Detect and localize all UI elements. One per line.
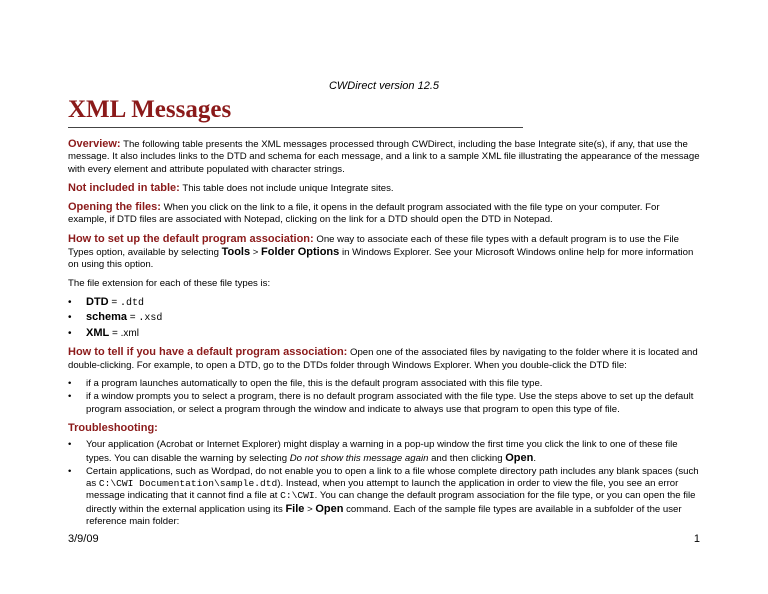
not-included-text: This table does not include unique Integrate sites. xyxy=(179,182,394,194)
overview-paragraph xyxy=(68,138,700,176)
troubleshooting-text: and then clicking xyxy=(428,452,506,464)
troubleshooting-text: . You can change the default program association for the file type, or you can open the file directly within the external application using its xyxy=(86,490,696,515)
folder-options-label: Folder Options xyxy=(261,246,340,259)
list-item xyxy=(68,296,700,311)
do-not-show-option: Do not show this message again xyxy=(289,452,429,464)
bullet-icon: • xyxy=(68,378,72,390)
not-included-heading: Not included in table: xyxy=(68,181,180,194)
title-rule xyxy=(68,127,523,128)
tell-item-text: if a window prompts you to select a program, there is no default program associated with the file type. Use the steps above to set up the default program association, or select a program through the window and indicate to always use that program to open this type of file. xyxy=(86,391,694,415)
troubleshooting-text: Your application (Acrobat or Internet Explorer) might display a warning in a pop-up window the first time you click the link to one of these file types. You can disable the warning by selecting xyxy=(86,439,678,464)
file-menu-label: File xyxy=(285,502,305,515)
overview-text: The following table presents the XML messages processed through CWDirect, including the base Integrate site(s), if any, that use the message. It also includes links to the DTD and schema for each message, and a link to a sample XML file illustrating the appearance of the message with every element and attribute populated with character strings. xyxy=(68,139,700,175)
running-header: CWDirect version 12.5 xyxy=(328,80,440,92)
tell-paragraph xyxy=(68,346,700,372)
default-association-paragraph xyxy=(68,233,700,272)
troubleshooting-text: ). Instead, when you attempt to launch the application in order to view the file, you see an error message indicating that it cannot find a file at xyxy=(86,478,679,502)
list-item xyxy=(68,466,700,528)
open-label: Open xyxy=(505,451,534,464)
list-item xyxy=(68,391,700,416)
extension-eq: = xyxy=(126,312,139,324)
tell-text: Open one of the associated files by navigating to the folder where it is located and double-clicking. For example, to open a DTD, go to the DTDs folder through Windows Explorer. When you double-click the DTD file: xyxy=(68,347,698,371)
extension-label: schema xyxy=(86,311,127,324)
list-item xyxy=(68,439,700,465)
troubleshooting-heading-paragraph xyxy=(68,422,700,435)
bullet-icon: • xyxy=(68,391,72,403)
troubleshooting-list xyxy=(68,439,700,528)
bullet-icon: • xyxy=(68,312,72,324)
list-item xyxy=(68,327,700,341)
list-item xyxy=(68,378,700,390)
default-association-heading: How to set up the default program association: xyxy=(68,232,314,245)
troubleshooting-heading: Troubleshooting: xyxy=(68,421,158,434)
menu-separator: > xyxy=(304,503,316,515)
overview-heading: Overview: xyxy=(68,138,121,150)
menu-separator: > xyxy=(250,247,262,259)
tell-list xyxy=(68,378,700,416)
default-association-text-b: in Windows Explorer. See your Microsoft Windows online help for more information on using this option. xyxy=(68,247,694,271)
extension-value: .xsd xyxy=(138,313,163,325)
extension-eq: = xyxy=(109,327,121,339)
open-menu-label: Open xyxy=(315,502,344,515)
bullet-icon: • xyxy=(68,296,72,308)
opening-paragraph xyxy=(68,201,700,227)
page-title: XML Messages xyxy=(68,96,232,123)
default-association-text-a: One way to associate each of these file types with a default program is to use the File Types option, available by selecting xyxy=(68,233,679,259)
troubleshooting-text: . xyxy=(533,452,536,464)
extensions-list xyxy=(68,296,700,341)
tools-menu-label: Tools xyxy=(221,246,251,259)
document-body xyxy=(68,138,700,534)
troubleshooting-text: command. Each of the sample file types are available in a subfolder of the user reference main folder: xyxy=(86,503,682,528)
extension-value: .xml xyxy=(120,327,139,339)
extension-label: XML xyxy=(86,326,110,339)
opening-heading: Opening the files: xyxy=(68,201,161,214)
bullet-icon: • xyxy=(68,327,72,339)
bullet-icon: • xyxy=(68,465,72,477)
document-page xyxy=(68,0,700,594)
troubleshooting-text: Certain applications, such as Wordpad, do not enable you to open a link to a file whose complete directory path includes any blank spaces (such as xyxy=(86,465,699,490)
tell-item-text: if a program launches automatically to open the file, this is the default program associated with this file type. xyxy=(86,378,543,390)
short-path: C:\CWI xyxy=(280,490,315,502)
sample-path: C:\CWI Documentation\sample.dtd xyxy=(98,478,278,490)
extension-value: .dtd xyxy=(120,297,145,309)
extension-eq: = xyxy=(108,296,121,308)
opening-text: When you click on the link to a file, it opens in the default program associated with the file type on your computer. For example, if DTD files are associated with Notepad, clicking on the link for a DTD should open the DTD in Notepad. xyxy=(68,202,660,226)
list-item xyxy=(68,311,700,326)
footer-date: 3/9/09 xyxy=(68,533,99,545)
page-number: 1 xyxy=(693,533,700,545)
extensions-intro: The file extension for each of these file types is: xyxy=(68,277,271,289)
not-included-paragraph xyxy=(68,182,700,195)
bullet-icon: • xyxy=(68,439,72,451)
extension-label: DTD xyxy=(86,295,109,308)
tell-heading: How to tell if you have a default program association: xyxy=(68,346,348,359)
